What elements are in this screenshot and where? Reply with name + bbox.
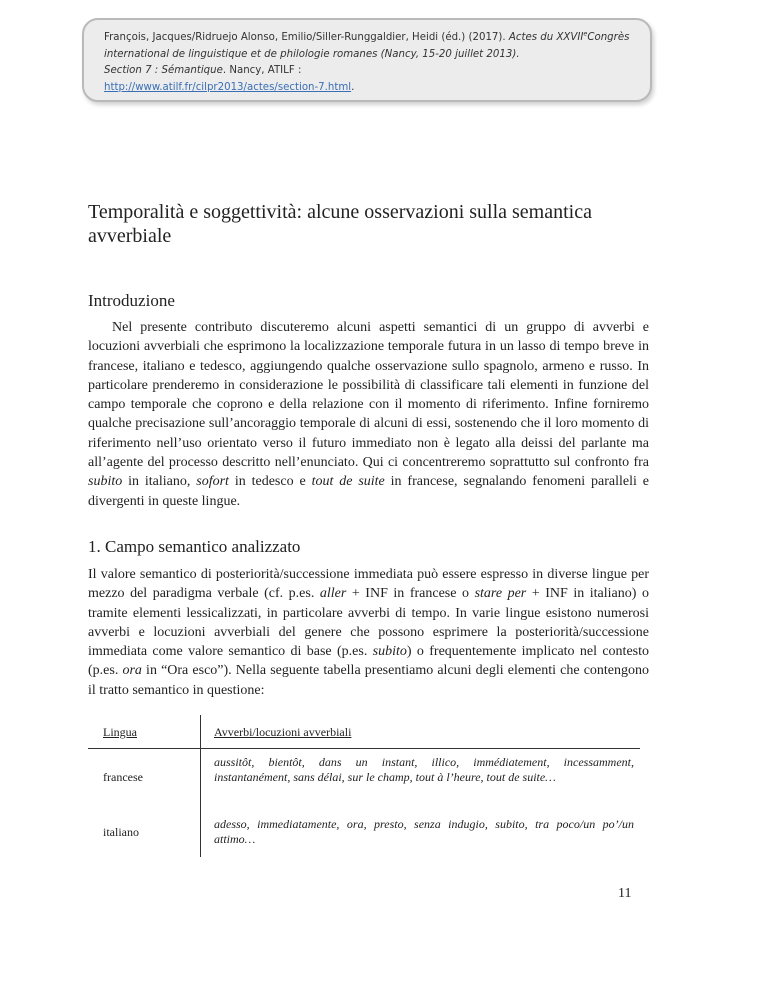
table-header-avverbi: Avverbi/locuzioni avverbiali — [214, 725, 352, 739]
intro-text-3: in tedesco e — [228, 474, 312, 490]
table-row-items: adesso, immediatamente, ora, presto, senza indugio, subito, tra poco/un po’/un attimo… — [214, 817, 634, 846]
page-number: 11 — [618, 886, 632, 901]
term-stare-per: stare per — [474, 586, 527, 602]
intro-text: Nel presente contributo discuteremo alcuni aspetti semantici di un gruppo di avverbi e locuzioni avverbiali che esprimono la localizzazione temporale futura in un lasso di tempo breve in francese, italiano e tedesco, aggiungendo qualche osservazione sullo spagnolo, armeno e russo. In particolare prenderemo in considerazione le possibilità di classificare tali elementi in funzione del campo temporale che coprono e della relazione con il momento di riferimento. Infine forniremo qualche precisazione sull’ancoraggio temporale di alcuni di essi, sostenendo che il loro momento di riferimento nell’uso orientato verso il futuro immediato non è legato alla deissi del parlante ma all’agente del processo descritto nell’enunciato. Qui ci concentreremo soprattutto sul confronto fra — [88, 320, 649, 471]
intro-paragraph — [88, 318, 649, 511]
citation-proceedings-a: Actes du — [508, 32, 554, 43]
term-ora: ora — [122, 663, 142, 679]
section1-text-d: ) o frequentemente implicato nel contesto (p.es. — [88, 644, 649, 679]
intro-text-2: in italiano, — [122, 474, 197, 490]
term-aller: aller — [319, 586, 347, 602]
citation-proceedings-c: Congrès international de linguistique et de philologie romanes (Nancy, 15-20 juillet 2013). — [104, 32, 630, 60]
section1-text-e: in “Ora esco”). Nella seguente tabella presentiamo alcuni degli elementi che contengono il tratto semantico in questione: — [88, 663, 650, 698]
table-header-rule — [88, 748, 640, 749]
citation-url-link[interactable]: http://www.atilf.fr/cilpr2013/actes/section-7.html — [104, 81, 352, 93]
citation-superscript: e — [583, 29, 588, 38]
citation-section: Section 7 : Sémantique — [104, 65, 223, 76]
section1-heading: 1. Campo semantico analizzato — [88, 537, 301, 556]
intro-text-4: in francese, segnalando fenomeni paralleli e divergenti in queste lingue. — [88, 474, 649, 509]
intro-heading: Introduzione — [88, 291, 175, 310]
table-row-items: aussitôt, bientôt, dans un instant, illico, immédiatement, incessamment, instantanément, sans délai, sur le champ, tout à l’heure, tout de suite… — [214, 755, 634, 784]
term-sofort: sofort — [196, 474, 229, 490]
section1-text-a: Il valore semantico di posteriorità/successione immediata può essere espresso in diverse lingue per mezzo del paradigma verbale (cf. p.es. — [88, 567, 649, 602]
table-header-lingua: Lingua — [103, 725, 137, 739]
term-tout-de-suite: tout de suite — [311, 474, 385, 490]
section1-text-b: + INF in francese o — [346, 586, 475, 602]
term-subito-2: subito — [372, 644, 407, 660]
term-subito: subito — [88, 474, 123, 490]
citation-authors: François, Jacques/Ridruejo Alonso, Emilio/Siller-Runggaldier, Heidi (éd.) (2017). — [104, 32, 506, 43]
section1-text-c: + INF in italiano) o tramite elementi lessicalizzati, in particolare avverbi di tempo. In varie lingue esistono numerosi avverbi e locuzioni avverbiali del genere che possono esprimere la posteriorità/successione immediata come valore semantico di base (p.es. — [88, 586, 649, 660]
table-row-lang: italiano — [103, 825, 139, 839]
section1-paragraph — [88, 565, 649, 700]
table-vertical-rule — [200, 715, 201, 857]
citation-url-trailing: . — [351, 81, 355, 93]
table-row-lang: francese — [103, 770, 143, 784]
adverbs-table — [88, 715, 640, 857]
citation-proceedings-b: XXVII — [556, 32, 584, 43]
citation-box — [82, 18, 652, 102]
article-title: Temporalità e soggettività: alcune osservazioni sulla semantica avverbiale — [88, 201, 592, 247]
citation-publisher: . Nancy, ATILF : — [222, 65, 302, 76]
